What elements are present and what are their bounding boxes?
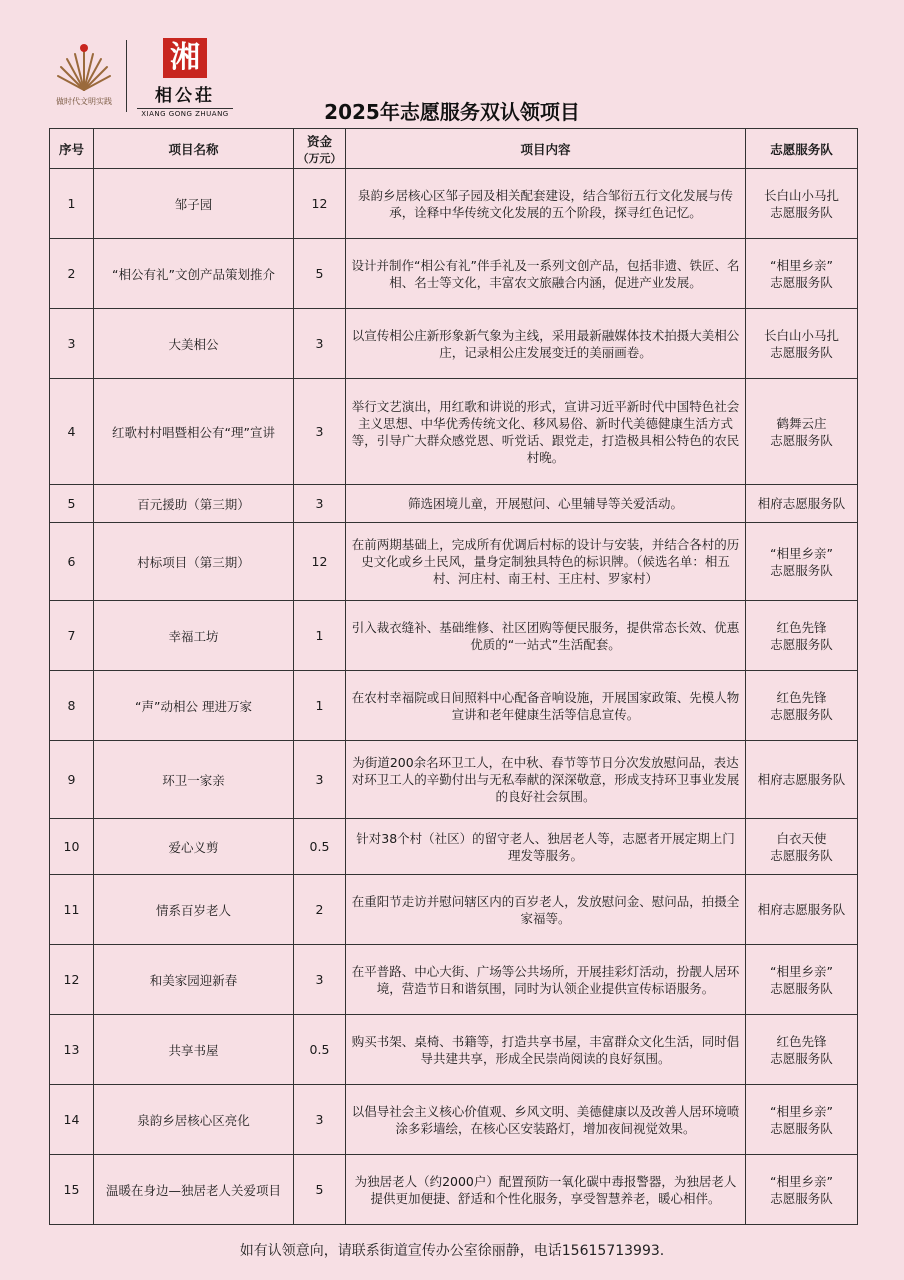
project-fund: 3	[294, 945, 346, 1015]
project-fund: 12	[294, 169, 346, 239]
project-fund: 5	[294, 239, 346, 309]
volunteer-team-line: 长白山小马扎	[763, 327, 839, 343]
volunteer-team	[746, 671, 858, 741]
project-fund: 3	[294, 309, 346, 379]
project-content: 举行文艺演出，用红歌和讲说的形式，宣讲习近平新时代中国特色社会主义思想、中华优秀传统文化、移风易俗、新时代美德健康生活方式等，引导广大群众感党恩、听党话、跟党走，打造极具相公特色的农民村晚。	[346, 379, 746, 485]
project-name: 村标项目（第三期）	[94, 523, 294, 601]
volunteer-team	[746, 819, 858, 875]
volunteer-team-line: 红色先锋	[776, 1033, 827, 1049]
volunteer-team-line: 志愿服务队	[770, 1190, 833, 1206]
row-number: 4	[50, 379, 94, 485]
row-number: 3	[50, 309, 94, 379]
row-number: 10	[50, 819, 94, 875]
contact-footer: 如有认领意向，请联系街道宣传办公室徐丽静，电话15615713993.	[239, 1243, 665, 1259]
project-fund: 2	[294, 875, 346, 945]
project-fund: 1	[294, 671, 346, 741]
volunteer-team-line: 志愿服务队	[770, 1120, 833, 1136]
header-fund	[294, 129, 346, 169]
header-no: 序号	[50, 129, 94, 169]
project-name: 泉韵乡居核心区亮化	[94, 1085, 294, 1155]
project-name: 情系百岁老人	[94, 875, 294, 945]
table-row	[50, 1015, 858, 1085]
row-number: 6	[50, 523, 94, 601]
row-number: 11	[50, 875, 94, 945]
table-row	[50, 875, 858, 945]
project-content: 在农村幸福院或日间照料中心配备音响设施，开展国家政策、先模人物宣讲和老年健康生活等信息宣传。	[346, 671, 746, 741]
table-row	[50, 1155, 858, 1225]
volunteer-team-line: 志愿服务队	[770, 344, 833, 360]
project-name: 百元援助（第三期）	[94, 485, 294, 523]
volunteer-team-line: 红色先锋	[776, 619, 827, 635]
left-logo-caption: 做时代文明实践	[56, 97, 112, 106]
projects-table	[49, 128, 858, 1225]
row-number: 5	[50, 485, 94, 523]
project-content: 为独居老人（约2000户）配置预防一氧化碳中毒报警器，为独居老人提供更加便捷、舒适和个性化服务，享受智慧养老，暖心相伴。	[346, 1155, 746, 1225]
table-row	[50, 1085, 858, 1155]
table-row	[50, 945, 858, 1015]
row-number: 7	[50, 601, 94, 671]
project-content: 在重阳节走访并慰问辖区内的百岁老人，发放慰问金、慰问品，拍摄全家福等。	[346, 875, 746, 945]
header-fund-line2: （万元）	[297, 151, 342, 165]
project-fund: 3	[294, 741, 346, 819]
project-name: 环卫一家亲	[94, 741, 294, 819]
volunteer-team-line: 志愿服务队	[770, 562, 833, 578]
volunteer-team-line: “相里乡亲”	[770, 1173, 833, 1189]
volunteer-team-line: “相里乡亲”	[770, 963, 833, 979]
table-row	[50, 485, 858, 523]
project-fund: 5	[294, 1155, 346, 1225]
volunteer-team-line: 白衣天使	[776, 830, 827, 846]
table-row	[50, 601, 858, 671]
project-content: 在平普路、中心大街、广场等公共场所，开展挂彩灯活动，扮靓人居环境，营造节日和谐氛围，同时为认领企业提供宣传标语服务。	[346, 945, 746, 1015]
project-content: 针对38个村（社区）的留守老人、独居老人等，志愿者开展定期上门理发等服务。	[346, 819, 746, 875]
volunteer-team-line: “相里乡亲”	[770, 545, 833, 561]
volunteer-team-line: 志愿服务队	[770, 274, 833, 290]
project-name: 爱心义剪	[94, 819, 294, 875]
project-name: 温暖在身边—独居老人关爱项目	[94, 1155, 294, 1225]
project-fund: 0.5	[294, 819, 346, 875]
table-row	[50, 379, 858, 485]
table-header-row	[50, 129, 858, 169]
volunteer-team	[746, 601, 858, 671]
project-name: “声”动相公 理进万家	[94, 671, 294, 741]
volunteer-team	[746, 1085, 858, 1155]
project-fund: 3	[294, 485, 346, 523]
volunteer-team-line: 相府志愿服务队	[757, 902, 846, 917]
volunteer-team-line: “相里乡亲”	[770, 1103, 833, 1119]
volunteer-team	[746, 379, 858, 485]
volunteer-team-line: 志愿服务队	[770, 1050, 833, 1066]
volunteer-team-line: 志愿服务队	[770, 847, 833, 863]
project-name: “相公有礼”文创产品策划推介	[94, 239, 294, 309]
volunteer-team-line: 鹤舞云庄	[776, 415, 827, 431]
project-fund: 0.5	[294, 1015, 346, 1085]
volunteer-team-line: 志愿服务队	[770, 432, 833, 448]
project-fund: 12	[294, 523, 346, 601]
project-name: 和美家园迎新春	[94, 945, 294, 1015]
volunteer-team-line: 志愿服务队	[770, 706, 833, 722]
table-row	[50, 671, 858, 741]
project-content: 引入裁衣缝补、基础维修、社区团购等便民服务，提供常态长效、优惠优质的“一站式”生活配套。	[346, 601, 746, 671]
brand-name: 相公荘	[155, 86, 215, 106]
sunburst-emblem-icon	[55, 38, 113, 94]
volunteer-team-line: 志愿服务队	[770, 204, 833, 220]
header-content: 项目内容	[346, 129, 746, 169]
volunteer-team-line: “相里乡亲”	[770, 257, 833, 273]
page-title: 2025年志愿服务双认领项目	[324, 100, 580, 124]
project-name: 共享书屋	[94, 1015, 294, 1085]
project-content: 泉韵乡居核心区邹子园及相关配套建设，结合邹衍五行文化发展与传承，诠释中华传统文化发展的五个阶段，探寻红色记忆。	[346, 169, 746, 239]
project-name: 大美相公	[94, 309, 294, 379]
project-name: 幸福工坊	[94, 601, 294, 671]
table-row	[50, 239, 858, 309]
volunteer-team	[746, 239, 858, 309]
volunteer-team	[746, 1015, 858, 1085]
header-team: 志愿服务队	[746, 129, 858, 169]
project-content: 为街道200余名环卫工人，在中秋、春节等节日分次发放慰问品，表达对环卫工人的辛勤付出与无私奉献的深深敬意，形成支持环卫事业发展的良好社会氛围。	[346, 741, 746, 819]
project-content: 筛选困境儿童，开展慰问、心里辅导等关爱活动。	[346, 485, 746, 523]
project-name: 红歌村村唱暨相公有“理”宣讲	[94, 379, 294, 485]
volunteer-team	[746, 945, 858, 1015]
project-fund: 1	[294, 601, 346, 671]
volunteer-team	[746, 309, 858, 379]
row-number: 15	[50, 1155, 94, 1225]
volunteer-team-line: 相府志愿服务队	[757, 772, 846, 787]
project-content: 以宣传相公庄新形象新气象为主线，采用最新融媒体技术拍摄大美相公庄，记录相公庄发展变迁的美丽画卷。	[346, 309, 746, 379]
project-fund: 3	[294, 379, 346, 485]
volunteer-team	[746, 523, 858, 601]
volunteer-team	[746, 485, 858, 523]
row-number: 14	[50, 1085, 94, 1155]
volunteer-team-line: 志愿服务队	[770, 980, 833, 996]
brand-pinyin: XIANG GONG ZHUANG	[141, 110, 229, 118]
row-number: 2	[50, 239, 94, 309]
header-fund-line1: 资金	[306, 133, 332, 149]
project-content: 购买书架、桌椅、书籍等，打造共享书屋，丰富群众文化生活，同时倡导共建共享，形成全民崇尚阅读的良好氛围。	[346, 1015, 746, 1085]
project-fund: 3	[294, 1085, 346, 1155]
volunteer-team	[746, 1155, 858, 1225]
table-row	[50, 309, 858, 379]
volunteer-team-line: 红色先锋	[776, 689, 827, 705]
row-number: 1	[50, 169, 94, 239]
table-row	[50, 741, 858, 819]
red-seal-icon: 湘	[163, 38, 207, 78]
table-row	[50, 169, 858, 239]
table-body	[50, 169, 858, 1225]
row-number: 9	[50, 741, 94, 819]
project-content: 在前两期基础上，完成所有优调后村标的设计与安装，并结合各村的历史文化或乡土民风，量身定制独具特色的标识牌。（候选名单：相五村、河庄村、南王村、王庄村、罗家村）	[346, 523, 746, 601]
project-content: 以倡导社会主义核心价值观、乡风文明、美德健康以及改善人居环境喷涂多彩墙绘，在核心区安装路灯，增加夜间视觉效果。	[346, 1085, 746, 1155]
row-number: 8	[50, 671, 94, 741]
project-name: 邹子园	[94, 169, 294, 239]
volunteer-team	[746, 875, 858, 945]
row-number: 12	[50, 945, 94, 1015]
header-name: 项目名称	[94, 129, 294, 169]
volunteer-team-line: 相府志愿服务队	[757, 496, 846, 511]
volunteer-team	[746, 169, 858, 239]
table-row	[50, 523, 858, 601]
volunteer-team	[746, 741, 858, 819]
row-number: 13	[50, 1015, 94, 1085]
table-row	[50, 819, 858, 875]
project-content: 设计并制作“相公有礼”伴手礼及一系列文创产品，包括非遗、铁匠、名相、名士等文化，丰富农文旅融合内涵，促进产业发展。	[346, 239, 746, 309]
volunteer-team-line: 志愿服务队	[770, 636, 833, 652]
volunteer-team-line: 长白山小马扎	[763, 187, 839, 203]
